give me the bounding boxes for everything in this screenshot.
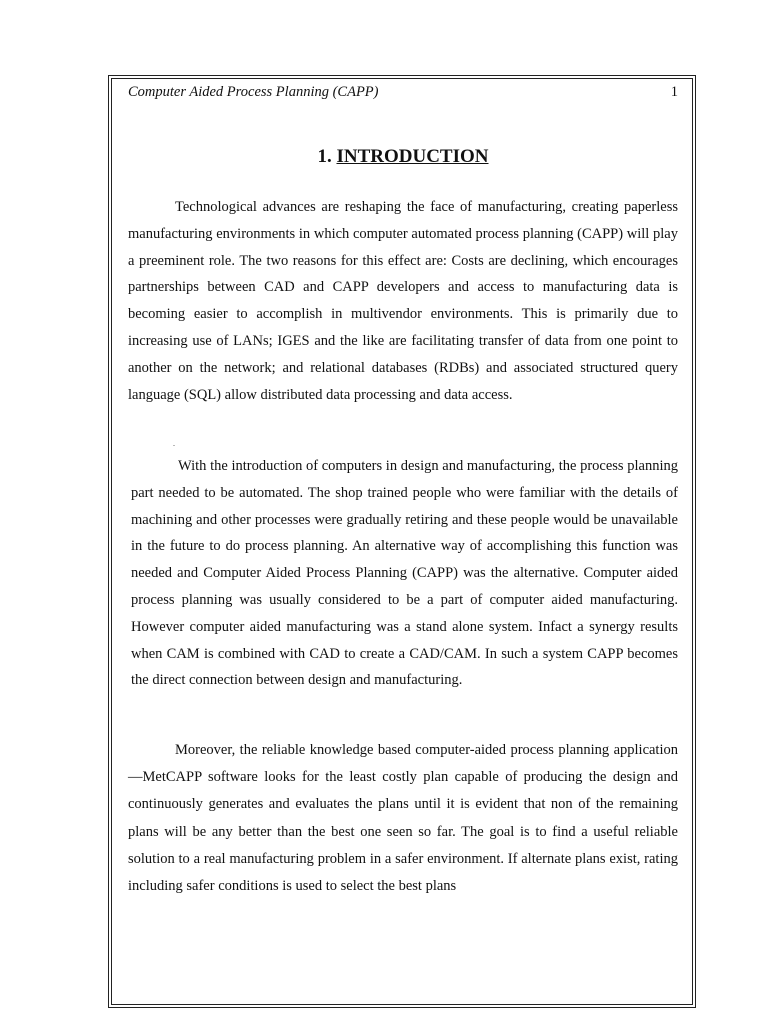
paragraph-3: Moreover, the reliable knowledge based computer-aided process planning application—MetCAPP software looks for the least costly plan capable of producing the design and continuously generates and evaluates the plans until it is evident that non of the remaining plans will be any better than the best one seen so far. The goal is to find a useful reliable solution to a real manufacturing problem in a safer environment. If alternate plans exist, rating including safer conditions is used to select the best plans bbox=[128, 742, 678, 895]
running-header bbox=[128, 82, 678, 102]
paragraph-2: With the introduction of computers in design and manufacturing, the process planning part needed to be automated. The shop trained people who were familiar with the details of machining and other processes were gradually retiring and these people would be unavailable in the future to do process planning. An alternative way of accomplishing this function was needed and Computer Aided Process Planning (CAPP) was the alternative. Computer aided process planning was usually considered to be a part of computer aided manufacturing. However computer aided manufacturing was a stand alone system. Infact a synergy results when CAM is combined with CAD to create a CAD/CAM. In such a system CAPP becomes the direct connection between design and manufacturing. bbox=[131, 458, 678, 689]
section-heading bbox=[128, 144, 678, 170]
section-title: INTRODUCTION bbox=[336, 146, 489, 167]
stray-mark: . bbox=[173, 439, 175, 448]
paragraph-1: Technological advances are reshaping the face of manufacturing, creating paperless manufacturing environments in which computer automated process planning (CAPP) will play a preeminent role. The two reasons for this effect are: Costs are declining, which encourages partnerships between CAD and CAPP developers and access to manufacturing data is becoming easier to accomplish in multivendor environments. This is primarily due to increasing use of LANs; IGES and the like are facilitating transfer of data from one point to another on the network; and relational databases (RDBs) and associated structured query language (SQL) allow distributed data processing and data access. bbox=[128, 199, 678, 403]
running-title: Computer Aided Process Planning (CAPP) bbox=[128, 84, 379, 100]
page-number: 1 bbox=[670, 84, 678, 100]
section-number: 1. bbox=[317, 146, 332, 167]
